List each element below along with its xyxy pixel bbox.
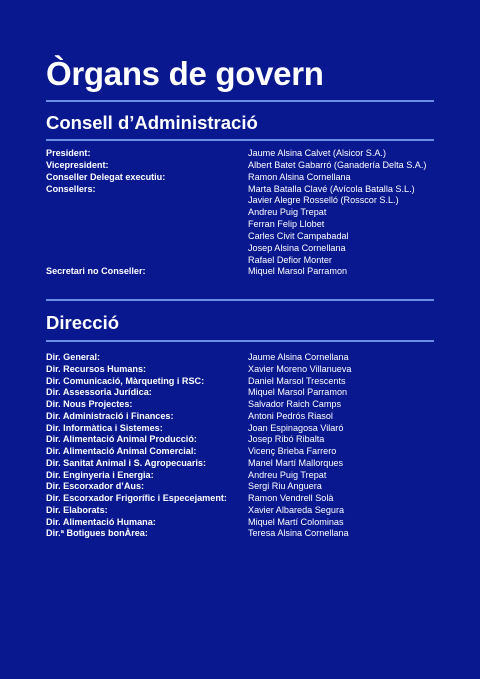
- role-label: Dir. Comunicació, Màrqueting i RSC:: [46, 375, 205, 386]
- list-item: [46, 470, 446, 482]
- list-item: [46, 528, 446, 540]
- person-name: Joan Espinagosa Vilaró: [248, 422, 344, 433]
- list-item: [46, 493, 446, 505]
- person-name: Miquel Marsol Parramon: [248, 387, 348, 398]
- divider: [46, 340, 434, 342]
- person-name: Vicenç Brieba Farrero: [248, 446, 337, 456]
- list-item: [46, 352, 446, 364]
- person-name: Miquel Marsol Parramon: [248, 266, 348, 277]
- person-name: Javier Alegre Rosselló (Rosscor S.L.): [248, 195, 399, 206]
- person-name: Salvador Raich Camps: [248, 399, 341, 409]
- person-name: Josep Alsina Cornellana: [248, 242, 346, 253]
- list-item: [46, 411, 446, 423]
- person-name: Ferran Felip Llobet: [248, 219, 325, 230]
- list-item: [46, 434, 446, 446]
- section-title-consell: Consell d’Administració: [46, 112, 258, 133]
- role-label: Dir. Escorxador d’Aus:: [46, 481, 145, 492]
- list-item: [46, 446, 446, 458]
- role-label: Dir. Alimentació Humana:: [46, 516, 156, 527]
- role-label: Dir. Elaborats:: [46, 504, 108, 515]
- role-label: Dir. Sanitat Animal i S. Agropecuaris:: [46, 457, 207, 468]
- role-label: Dir. Escorxador Frigorífic i Especejament:: [46, 493, 227, 503]
- role-label: Dir. Nous Projectes:: [46, 399, 133, 409]
- person-name: Ramon Vendrell Solà: [248, 493, 334, 503]
- role-label: Dir. Administració i Finances:: [46, 410, 174, 421]
- person-name: Xavier Moreno Villanueva: [248, 363, 352, 374]
- list-item: [46, 266, 446, 278]
- role-label: Consellers:: [46, 183, 96, 194]
- list-item: [46, 148, 446, 160]
- page-title: Òrgans de govern: [46, 55, 324, 92]
- divider: [46, 139, 434, 141]
- person-name: Jaume Alsina Calvet (Alsicor S.A.): [248, 148, 386, 158]
- person-name: Ramon Alsina Cornellana: [248, 171, 351, 182]
- direccio-list: [46, 352, 446, 540]
- list-item: [46, 364, 446, 376]
- role-label: Dir. Enginyeria i Energia:: [46, 469, 154, 480]
- consell-list: [46, 148, 446, 278]
- person-name: Carles Civit Campabadal: [248, 230, 349, 241]
- list-item: [46, 172, 446, 184]
- person-name: Rafael Defior Monter: [248, 254, 332, 265]
- person-name: Jaume Alsina Cornellana: [248, 352, 349, 362]
- role-label: Dir. Informàtica i Sistemes:: [46, 422, 163, 433]
- person-name: Marta Batalla Clavé (Avícola Batalla S.L.): [248, 183, 415, 194]
- person-name: Daniel Marsol Trescents: [248, 375, 346, 386]
- divider: [46, 299, 434, 301]
- divider: [46, 100, 434, 102]
- role-label: Secretari no Conseller:: [46, 266, 146, 277]
- list-item: [46, 376, 446, 388]
- list-item: [46, 184, 446, 267]
- role-label: Dir.ª Botigues bonÀrea:: [46, 528, 148, 539]
- person-name: Manel Martí Mallorques: [248, 457, 344, 468]
- person-name: Miquel Martí Colominas: [248, 516, 344, 527]
- person-name: Teresa Alsina Cornellana: [248, 528, 349, 539]
- section-title-direccio: Direcció: [46, 312, 120, 333]
- list-item: [46, 505, 446, 517]
- person-name: Xavier Albareda Segura: [248, 504, 345, 515]
- role-label: Dir. Alimentació Animal Comercial:: [46, 446, 197, 456]
- person-name: Sergi Riu Anguera: [248, 481, 322, 492]
- role-label: Dir. General:: [46, 352, 101, 362]
- list-item: [46, 160, 446, 172]
- list-item: [46, 399, 446, 411]
- list-item: [46, 387, 446, 399]
- role-label: Vicepresident:: [46, 159, 109, 170]
- list-item: [46, 517, 446, 529]
- role-label: Dir. Alimentació Animal Producció:: [46, 434, 197, 445]
- person-name: Andreu Puig Trepat: [248, 207, 327, 218]
- person-name: Andreu Puig Trepat: [248, 469, 327, 480]
- list-item: [46, 458, 446, 470]
- role-label: Dir. Assessoria Jurídica:: [46, 387, 152, 398]
- list-item: [46, 481, 446, 493]
- role-label: Dir. Recursos Humans:: [46, 363, 147, 374]
- role-label: President:: [46, 148, 91, 158]
- role-label: Conseller Delegat executiu:: [46, 171, 166, 182]
- person-name: Albert Batet Gabarró (Ganadería Delta S.A.): [248, 159, 427, 170]
- person-name: Antoni Pedrós Riasol: [248, 410, 333, 421]
- person-name: Josep Ribó Ribalta: [248, 434, 325, 445]
- list-item: [46, 423, 446, 435]
